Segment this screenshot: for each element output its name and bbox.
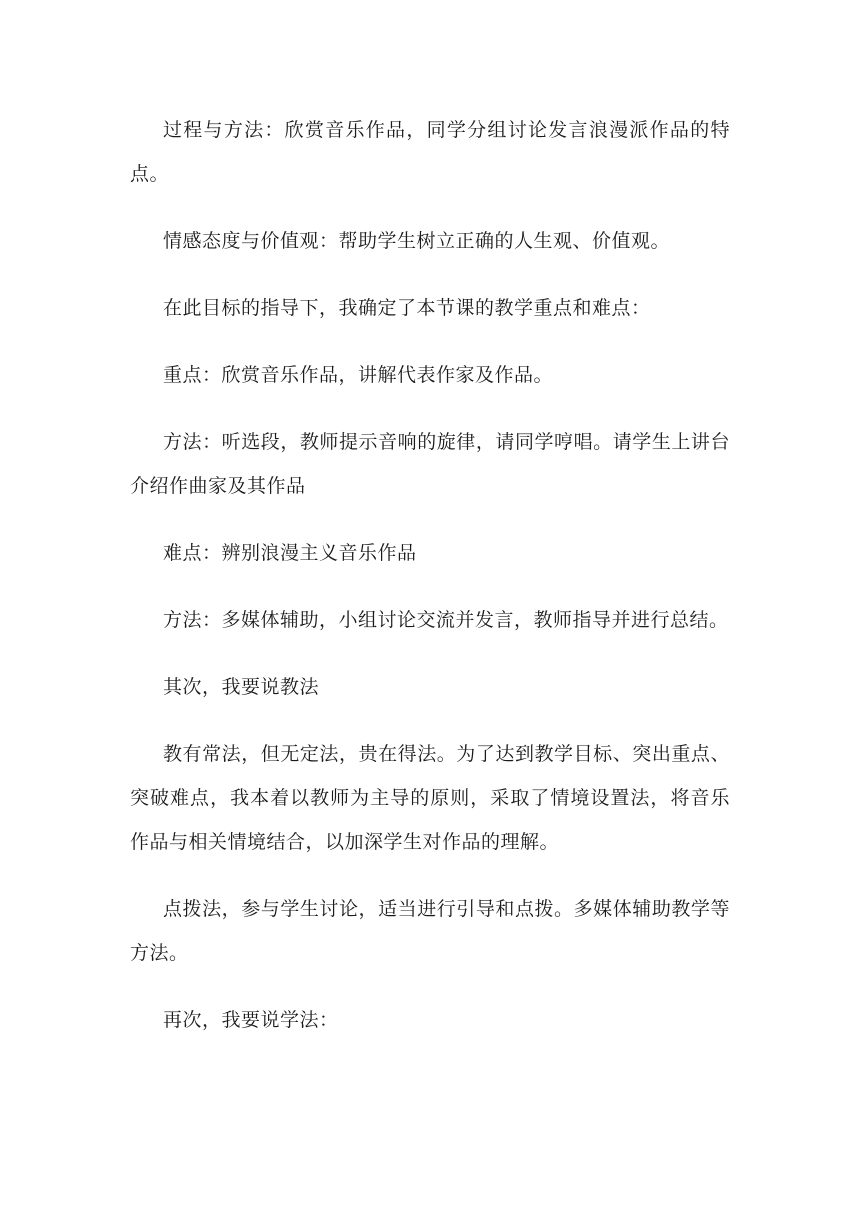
paragraph-emotion-values: 情感态度与价值观：帮助学生树立正确的人生观、价值观。 [163, 230, 671, 252]
paragraph-teaching-method: 教有常法，但无定法，贵在得法。为了达到教学目标、突出重点、突破难点，我本着以教师为主导的原则，采取了情境设置法，将音乐作品与相关情境结合，以加深学生对作品的理解。 [130, 743, 730, 853]
paragraph-difficulty: 难点：辨别浪漫主义音乐作品 [163, 542, 417, 564]
paragraph-key-point: 重点：欣赏音乐作品，讲解代表作家及作品。 [163, 364, 554, 386]
paragraph-guidance-method: 点拨法，参与学生讨论，适当进行引导和点拨。多媒体辅助教学等方法。 [130, 898, 730, 964]
paragraph-key-point-method: 方法：听选段，教师提示音响的旋律，请同学哼唱。请学生上讲台介绍作曲家及其作品 [130, 431, 730, 497]
paragraph-process-and-method: 过程与方法：欣赏音乐作品，同学分组讨论发言浪漫派作品的特点。 [130, 119, 730, 185]
paragraph-learning-method-heading: 再次，我要说学法： [163, 1009, 339, 1031]
paragraph-teaching-method-heading: 其次，我要说教法 [163, 676, 320, 698]
paragraph-difficulty-method: 方法：多媒体辅助，小组讨论交流并发言，教师指导并进行总结。 [163, 609, 729, 631]
paragraph-goal-guidance: 在此目标的指导下，我确定了本节课的教学重点和难点： [163, 297, 651, 319]
document-body [130, 108, 730, 1065]
